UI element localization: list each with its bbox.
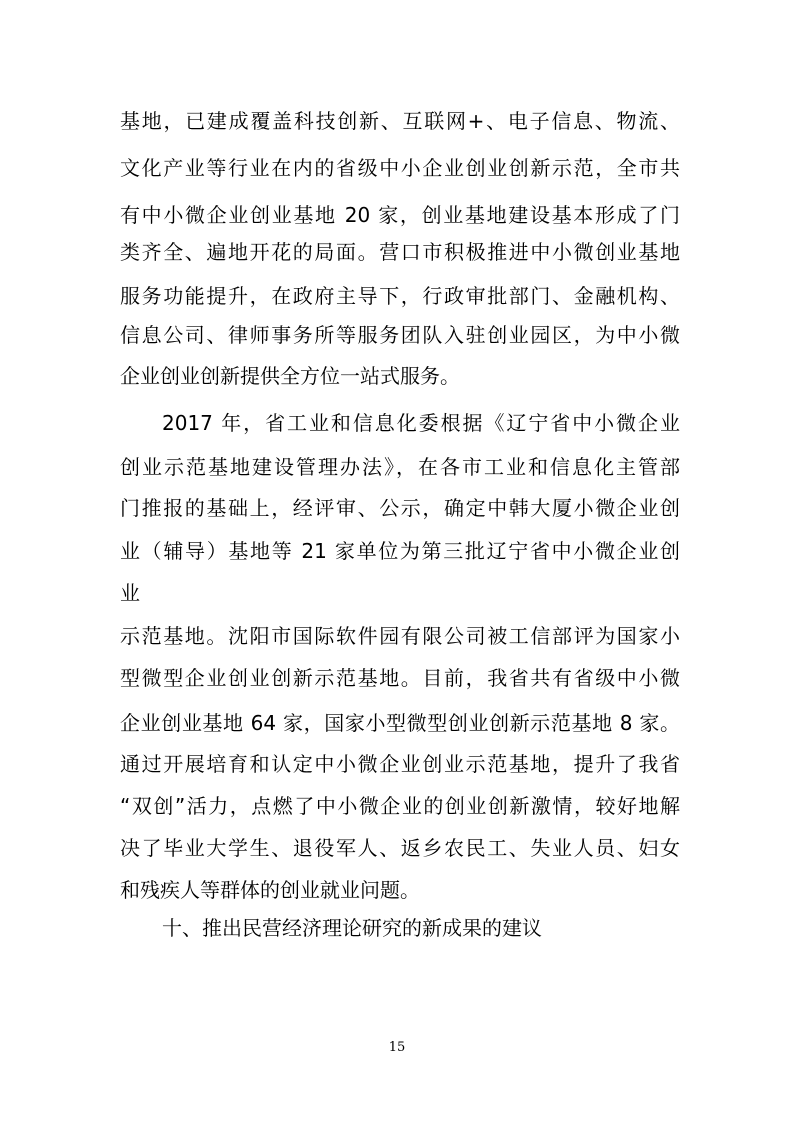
page-number: 15: [388, 1040, 406, 1055]
body-text-line: 业（辅导）基地等 21 家单位为第三批辽宁省中小微企业创: [120, 539, 680, 563]
body-text-line: 服务功能提升，在政府主导下，行政审批部门、金融机构、: [120, 284, 680, 308]
body-text-line: 信息公司、律师事务所等服务团队入驻创业园区，为中小微: [120, 323, 680, 347]
body-text-line: 类齐全、遍地开花的局面。营口市积极推进中小微创业基地: [120, 240, 680, 264]
body-text-line: 型微型企业创业创新示范基地。目前，我省共有省级中小微: [120, 666, 680, 690]
body-text-line: 企业创业创新提供全方位一站式服务。: [120, 364, 460, 388]
body-text-line: 有中小微企业创业基地 20 家，创业基地建设基本形成了门: [120, 203, 680, 227]
body-text-line: “双创”活力，点燃了中小微企业的创业创新激情，较好地解: [120, 794, 680, 818]
body-text-line: 通过开展培育和认定中小微企业创业示范基地，提升了我省: [120, 752, 680, 776]
body-text-line: 文化产业等行业在内的省级中小企业创业创新示范，全市共: [120, 156, 680, 180]
section-heading: 十、推出民营经济理论研究的新成果的建议: [162, 916, 542, 940]
body-text-line: 2017 年，省工业和信息化委根据《辽宁省中小微企业: [162, 411, 680, 435]
body-text-line: 业: [120, 581, 140, 605]
body-text-line: 示范基地。沈阳市国际软件园有限公司被工信部评为国家小: [120, 624, 680, 648]
body-text-line: 决了毕业大学生、退役军人、返乡农民工、失业人员、妇女: [120, 836, 680, 860]
body-text-line: 企业创业基地 64 家，国家小型微型创业创新示范基地 8 家。: [120, 711, 680, 735]
body-text-line: 门推报的基础上，经评审、公示，确定中韩大厦小微企业创: [120, 496, 680, 520]
body-text-line: 和残疾人等群体的创业就业问题。: [120, 878, 420, 902]
body-text-line: 创业示范基地建设管理办法》，在各市工业和信息化主管部: [120, 455, 680, 479]
body-text-line: 基地，已建成覆盖科技创新、互联网+、电子信息、物流、: [120, 109, 680, 133]
